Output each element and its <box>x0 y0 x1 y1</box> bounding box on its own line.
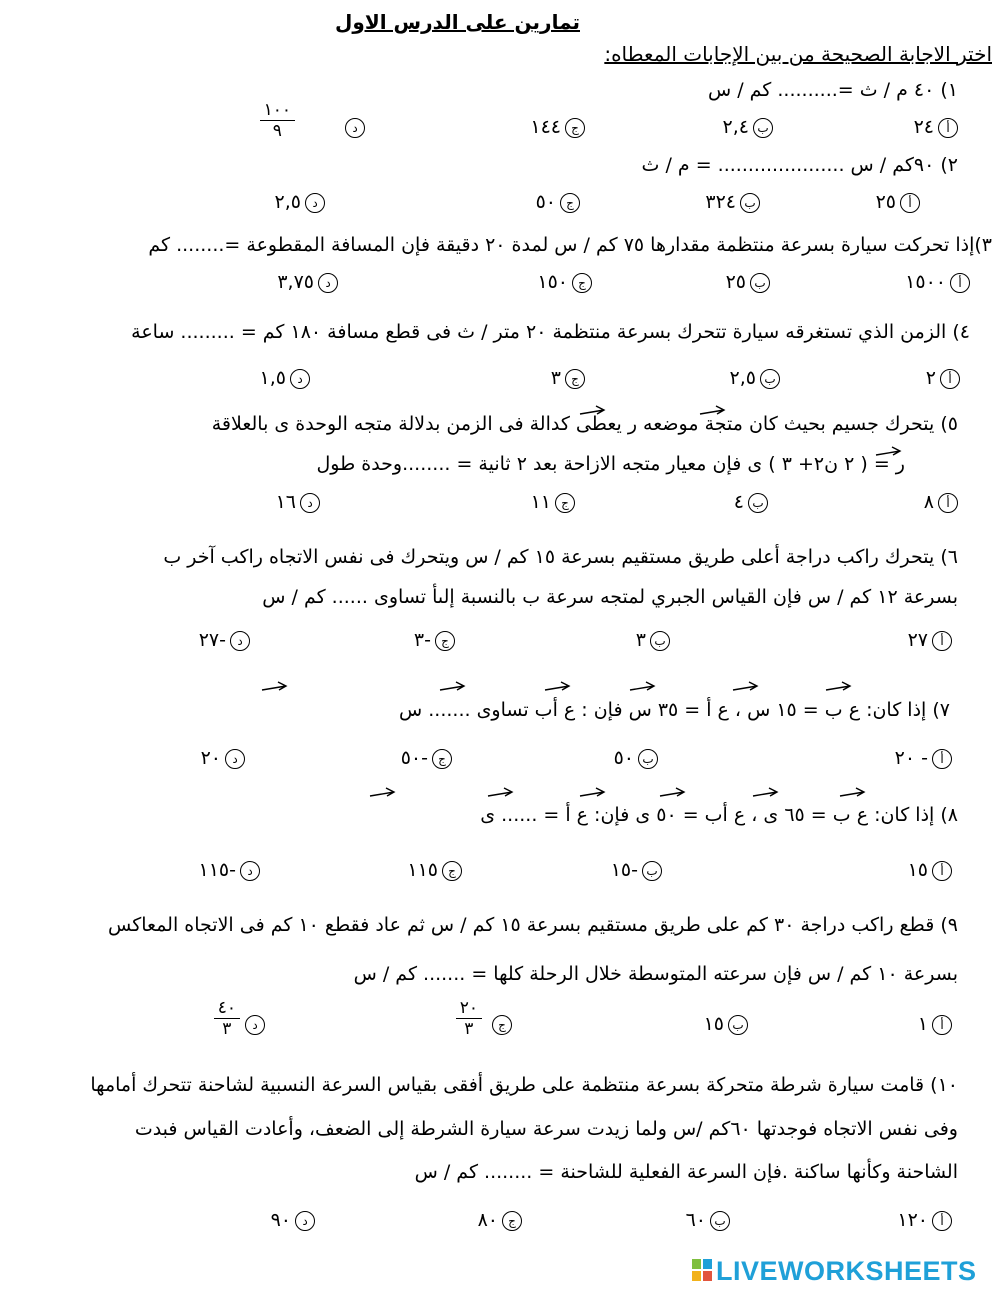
option-letter: ج <box>565 369 585 389</box>
option-4-c[interactable] <box>551 366 585 390</box>
option-letter: ب <box>750 273 770 293</box>
option-1-d[interactable] <box>341 115 365 139</box>
option-letter: ج <box>432 749 452 769</box>
option-letter: أ <box>950 273 970 293</box>
liveworksheets-logo-icon <box>692 1259 712 1281</box>
question-6-stem-line-1: ٦) يتحرك راكب دراجة أعلى طريق مستقيم بسرعة ١٥ كم / س ويتحرك فى نفس الاتجاه راكب آخر ب <box>163 546 958 568</box>
question-5-stem-line-1: ٥) يتحرك جسيم بحيث كان متجة موضعه ر يعطى كدالة فى الزمن بدلالة متجه الوحدة ى بالعلاقة <box>211 413 958 435</box>
question-7-stem: ٧) إذا كان: ع ب = ١٥ س ، ع أ = ٣٥ س فإن : ع أب تساوى ....... س <box>399 699 950 721</box>
option-letter: ج <box>565 118 585 138</box>
option-letter: ج <box>435 631 455 651</box>
option-letter: ج <box>572 273 592 293</box>
option-value: -٢٧ <box>198 629 226 651</box>
option-letter: أ <box>932 631 952 651</box>
option-9-c[interactable] <box>488 1012 512 1036</box>
option-3-a[interactable] <box>905 270 970 294</box>
option-letter: أ <box>932 1015 952 1035</box>
option-6-b[interactable] <box>636 628 670 652</box>
option-value: ١١ <box>530 491 551 513</box>
question-9-stem-line-2: بسرعة ١٠ كم / س فإن سرعته المتوسطة خلال الرحلة كلها = ....... كم / س <box>353 963 958 985</box>
option-letter: د <box>290 369 310 389</box>
option-5-b[interactable] <box>734 490 768 514</box>
option-letter: ج <box>492 1015 512 1035</box>
option-8-a[interactable] <box>908 858 952 882</box>
option-1-c[interactable] <box>530 115 585 139</box>
option-value: ٢٥ <box>725 271 746 293</box>
option-value: ٢٧ <box>907 629 928 651</box>
option-value: ١٥٠٠ <box>905 271 946 293</box>
question-3-stem: ٣)إذا تحركت سيارة بسرعة منتظمة مقدارها ٧٥ كم / س لمدة ٢٠ دقيقة فإن المسافة المقطوعة =........ كم <box>148 234 992 256</box>
option-value: ٩٠ <box>270 1209 291 1231</box>
option-letter: د <box>300 493 320 513</box>
fraction-denominator: ٣ <box>464 1019 474 1039</box>
option-letter: د <box>230 631 250 651</box>
option-letter: د <box>305 193 325 213</box>
liveworksheets-brand: LIVEWORKSHEETS <box>716 1256 977 1286</box>
option-value: ٢٥ <box>875 191 896 213</box>
option-letter: أ <box>932 861 952 881</box>
option-letter: د <box>225 749 245 769</box>
option-letter: ب <box>740 193 760 213</box>
option-value: -١٥ <box>610 859 638 881</box>
option-7-c[interactable] <box>401 746 452 770</box>
option-8-d[interactable] <box>199 858 260 882</box>
option-value: ٨ <box>923 491 934 513</box>
option-9-d-fraction <box>214 998 240 1039</box>
option-value: ٦٠ <box>685 1209 706 1231</box>
option-letter: أ <box>900 193 920 213</box>
option-letter: د <box>240 861 260 881</box>
question-9-stem-line-1: ٩) قطع راكب دراجة ٣٠ كم على طريق مستقيم بسرعة ١٥ كم / س ثم عاد فقطع ١٠ كم فى الاتجاه المعاكس <box>107 914 958 936</box>
option-value: ١,٥ <box>259 367 286 389</box>
fraction-denominator: ٩ <box>272 121 282 141</box>
option-7-d[interactable] <box>201 746 245 770</box>
option-5-a[interactable] <box>924 490 958 514</box>
option-letter: ج <box>555 493 575 513</box>
option-letter: ب <box>748 493 768 513</box>
option-value: ٢ <box>925 367 936 389</box>
option-value: ٣ <box>635 629 646 651</box>
worksheet-title: تمارين على الدرس الاول <box>335 10 580 34</box>
option-letter: د <box>295 1211 315 1231</box>
option-5-c[interactable] <box>531 490 575 514</box>
option-value: ١ <box>917 1013 928 1035</box>
option-10-d[interactable] <box>271 1208 315 1232</box>
question-10-stem-line-1: ١٠) قامت سيارة شرطة متحركة بسرعة منتظمة على طريق أفقى بقياس السرعة النسبية لشاحنة تتحرك أمامها <box>90 1074 958 1096</box>
option-3-d[interactable] <box>277 270 338 294</box>
option-value: ٨٠ <box>477 1209 498 1231</box>
option-5-d[interactable] <box>276 490 320 514</box>
option-9-d[interactable] <box>241 1012 265 1036</box>
option-letter: د <box>318 273 338 293</box>
option-letter: د <box>345 118 365 138</box>
option-value: -١١٥ <box>198 859 236 881</box>
option-letter: أ <box>938 118 958 138</box>
option-value: ٣٢٤ <box>705 191 736 213</box>
option-value: ١٤٤ <box>530 116 561 138</box>
fraction-numerator: ٢٠ <box>456 998 482 1019</box>
option-8-b[interactable] <box>611 858 662 882</box>
option-value: ١٥ <box>703 1013 724 1035</box>
fraction-numerator: ٤٠ <box>214 998 240 1019</box>
option-10-a[interactable] <box>897 1208 952 1232</box>
option-value: ١٦ <box>275 491 296 513</box>
option-3-b[interactable] <box>726 270 770 294</box>
option-letter: د <box>245 1015 265 1035</box>
question-2-stem: ٢) ٩٠كم / س ..................... = م / ث <box>641 154 958 176</box>
option-1-b[interactable] <box>723 115 773 139</box>
fraction-numerator: ١٠٠ <box>260 100 295 121</box>
option-value: ١٥٠ <box>537 271 568 293</box>
question-6-stem-line-2: بسرعة ١٢ كم / س فإن القياس الجبري لمتجه سرعة ب بالنسبة إلىأ تساوى ...... كم / س <box>262 586 958 608</box>
question-8-stem: ٨) إذا كان: ع ب = ٦٥ ى ، ع أب = ٥٠ ى فإن: ع أ = ...... ى <box>480 804 958 826</box>
option-value: -٣ <box>413 629 431 651</box>
option-value: ١١٥ <box>407 859 438 881</box>
question-1-stem: ١) ٤٠ م / ث =.......... كم / س <box>707 79 958 101</box>
option-value: ١٢٠ <box>897 1209 928 1231</box>
option-2-c[interactable] <box>536 190 580 214</box>
option-value: ٢٤ <box>913 116 934 138</box>
option-9-a[interactable] <box>918 1012 952 1036</box>
option-3-c[interactable] <box>537 270 592 294</box>
option-4-d[interactable] <box>260 366 310 390</box>
option-value: ٥٠ <box>535 191 556 213</box>
option-letter: أ <box>938 493 958 513</box>
option-1-a[interactable] <box>914 115 958 139</box>
option-letter: ب <box>650 631 670 651</box>
question-10-stem-line-2: وفى نفس الاتجاه فوجدتها ٦٠كم /س ولما زيدت سرعة سيارة الشرطة إلى الضعف، وأعادت القياس فبدت <box>134 1118 958 1140</box>
option-letter: ج <box>560 193 580 213</box>
instruction-text: اختر الاجابة الصحيحة من بين الإجابات المعطاه: <box>604 42 992 66</box>
option-value: ٥٠ <box>613 747 634 769</box>
option-6-d[interactable] <box>199 628 250 652</box>
option-2-a[interactable] <box>876 190 920 214</box>
option-6-c[interactable] <box>414 628 455 652</box>
option-7-a[interactable] <box>895 746 952 770</box>
option-value: ٢,٥ <box>729 367 756 389</box>
option-6-a[interactable] <box>908 628 952 652</box>
option-value: ٢,٥ <box>274 191 301 213</box>
option-letter: ب <box>760 369 780 389</box>
option-letter: ج <box>502 1211 522 1231</box>
option-8-c[interactable] <box>407 858 462 882</box>
option-value: - ٢٠ <box>894 747 928 769</box>
option-7-b[interactable] <box>614 746 658 770</box>
option-10-c[interactable] <box>478 1208 522 1232</box>
option-9-b[interactable] <box>704 1012 748 1036</box>
option-2-d[interactable] <box>275 190 325 214</box>
option-1-d-fraction <box>260 100 295 141</box>
option-letter: ب <box>728 1015 748 1035</box>
option-value: ٤ <box>733 491 744 513</box>
option-letter: أ <box>940 369 960 389</box>
option-letter: ب <box>642 861 662 881</box>
question-4-stem: ٤) الزمن الذي تستغرقه سيارة تتحرك بسرعة منتظمة ٢٠ متر / ث فى قطع مسافة ١٨٠ كم = ......... ساعة <box>131 321 970 343</box>
option-letter: ب <box>710 1211 730 1231</box>
option-10-b[interactable] <box>686 1208 730 1232</box>
option-4-a[interactable] <box>926 366 960 390</box>
fraction-denominator: ٣ <box>222 1019 232 1039</box>
option-value: -٥٠ <box>400 747 428 769</box>
question-10-stem-line-3: الشاحنة وكأنها ساكنة .فإن السرعة الفعلية للشاحنة = ........ كم / س <box>414 1161 958 1183</box>
option-value: ٣,٧٥ <box>277 271 314 293</box>
option-value: ١٥ <box>907 859 928 881</box>
option-9-c-fraction <box>456 998 482 1039</box>
option-letter: أ <box>932 1211 952 1231</box>
option-value: ٣ <box>550 367 561 389</box>
option-4-b[interactable] <box>730 366 780 390</box>
option-letter: ج <box>442 861 462 881</box>
question-5-stem-line-2: ر = ( ٢ ن٢+ ٣ ) ى فإن معيار متجه الازاحة بعد ٢ ثانية = ........وحدة طول <box>316 453 905 475</box>
option-letter: ب <box>638 749 658 769</box>
option-value: ٢٠ <box>200 747 221 769</box>
option-value: ٢,٤ <box>722 116 749 138</box>
option-letter: أ <box>932 749 952 769</box>
option-2-b[interactable] <box>705 190 760 214</box>
option-letter: ب <box>753 118 773 138</box>
